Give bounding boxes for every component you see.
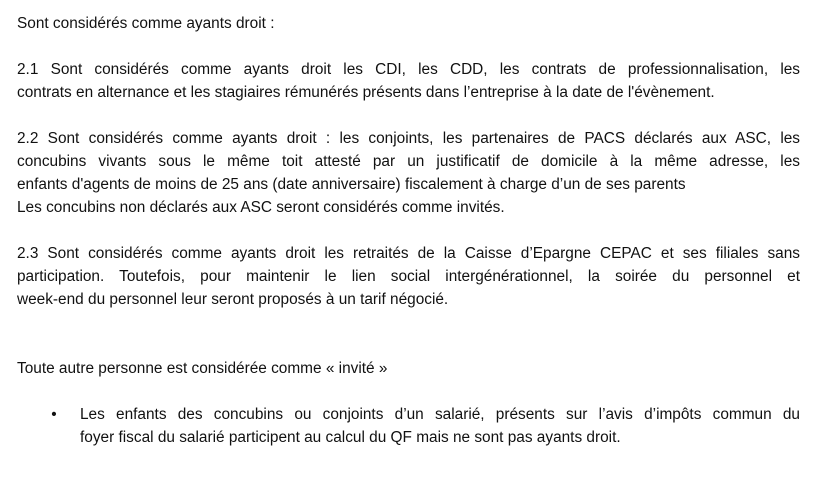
heading-text: Sont considérés comme ayants droit : [17, 15, 275, 32]
bullet-list [17, 403, 800, 449]
paragraph-gap [17, 35, 800, 58]
document-page [17, 12, 800, 449]
other-persons-paragraph [17, 357, 800, 380]
section-2-3-line-2: participation. Toutefois, pour maintenir le lien social intergénérationnel, la soirée du personnel et [17, 268, 800, 285]
section-2-1-line-2: contrats en alternance et les stagiaires rémunérés présents dans l’entreprise à la date de l'évènement. [17, 84, 715, 101]
section-2-2-line-2: concubins vivants sous le même toit attesté par un justificatif de domicile à la même adresse, les [17, 153, 800, 170]
bullet-item [17, 403, 800, 449]
bullet-line-2: foyer fiscal du salarié participent au calcul du QF mais ne sont pas ayants droit. [80, 429, 621, 446]
paragraph-gap-large [17, 311, 800, 357]
paragraph-gap [17, 380, 800, 403]
document-heading [17, 12, 800, 35]
paragraph-gap [17, 219, 800, 242]
bullet-icon: • [51, 406, 57, 423]
bullet-line-1: Les enfants des concubins ou conjoints d’un salarié, présents sur l’avis d’impôts commun du [80, 406, 800, 423]
other-persons-text: Toute autre personne est considérée comme « invité » [17, 360, 388, 377]
section-2-3-line-1: 2.3 Sont considérés comme ayants droit les retraités de la Caisse d’Epargne CEPAC et ses filiales sans [17, 245, 800, 262]
section-2-2 [17, 127, 800, 219]
section-2-1 [17, 58, 800, 104]
section-2-3-line-3: week-end du personnel leur seront proposés à un tarif négocié. [17, 291, 449, 308]
section-2-1-line-1: 2.1 Sont considérés comme ayants droit les CDI, les CDD, les contrats de professionnalisation, les [17, 61, 800, 78]
paragraph-gap [17, 104, 800, 127]
section-2-3 [17, 242, 800, 311]
section-2-2-line-4: Les concubins non déclarés aux ASC seront considérés comme invités. [17, 199, 505, 216]
section-2-2-line-1: 2.2 Sont considérés comme ayants droit : les conjoints, les partenaires de PACS déclarés aux ASC, les [17, 130, 800, 147]
section-2-2-line-3: enfants d'agents de moins de 25 ans (date anniversaire) fiscalement à charge d’un de ses parents [17, 176, 686, 193]
